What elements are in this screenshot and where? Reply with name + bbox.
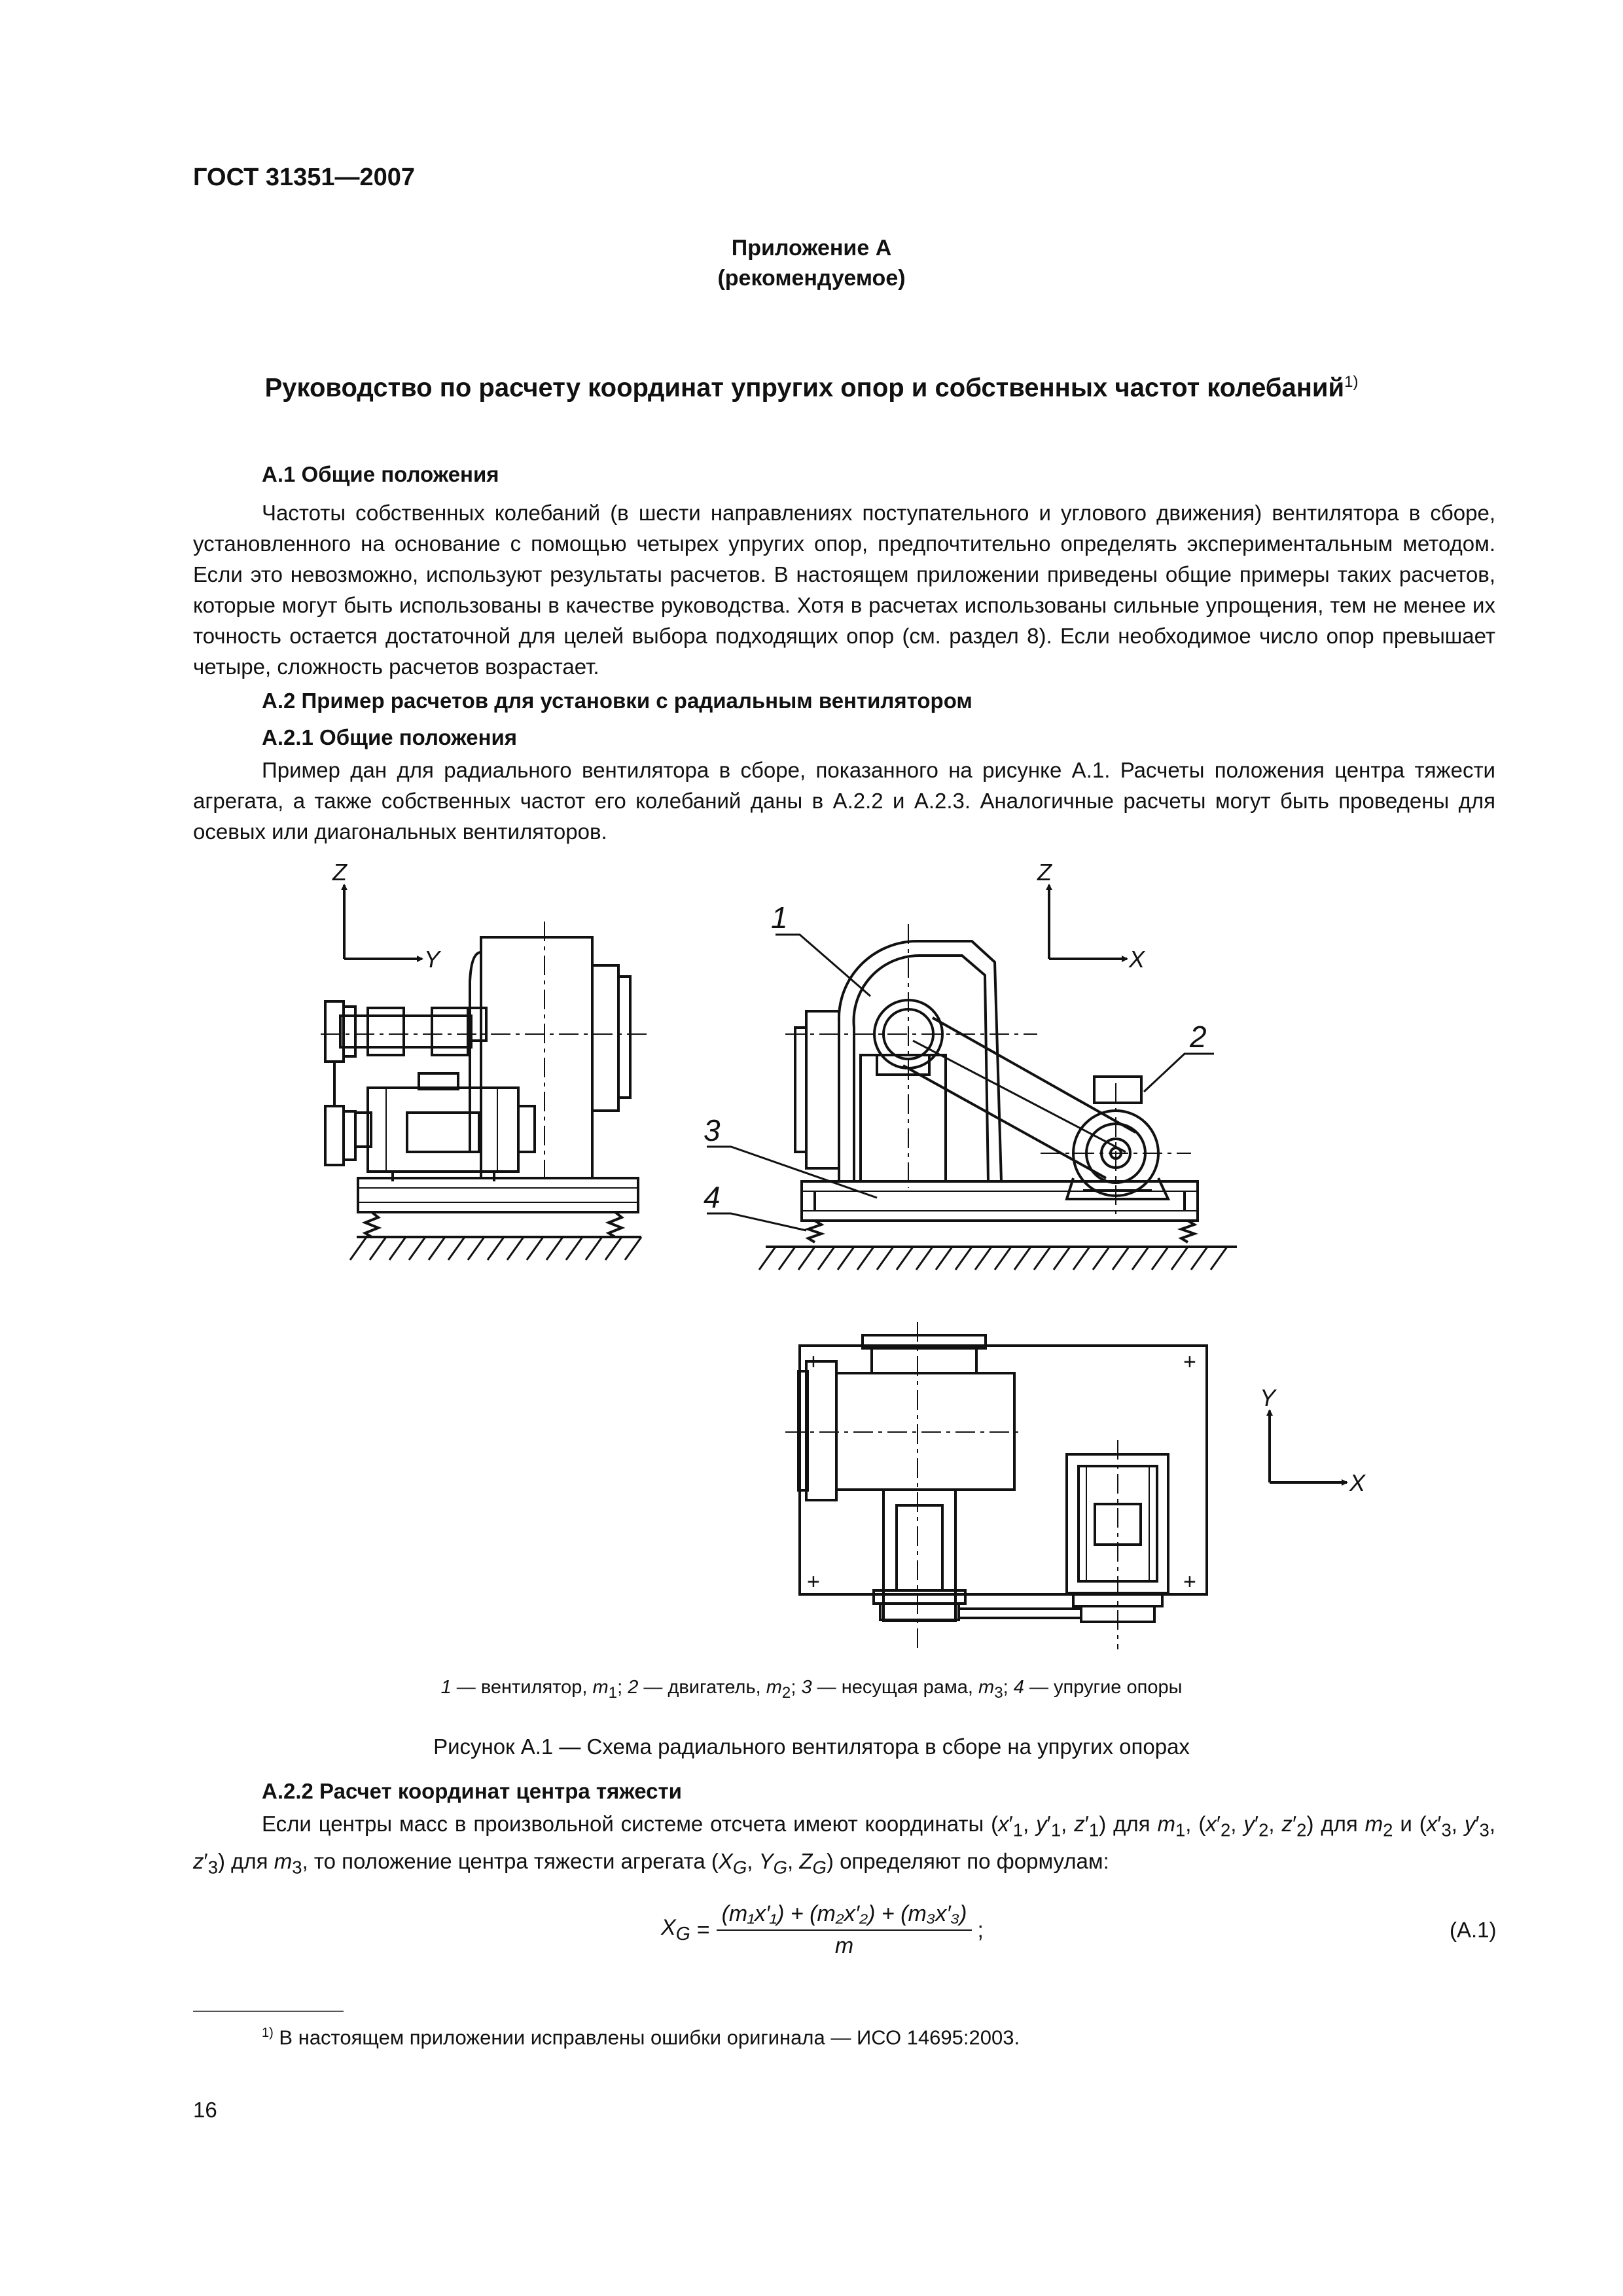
figure-a1 <box>0 844 1623 1662</box>
plus-mark-tr: + <box>1183 1350 1196 1374</box>
section-a22-text: Если центры масс в произвольной системе отсчета имеют координаты ($x'_1$, $y'_1$, $z'_1$) для $m_1$, ($x'_2$, $y'_2$, $z'_2$) для $m_2$ и ($x'_3$, $y'_3$, $z'_3$) для $m_3$, то положение центра тяжести агрегата ($X_G$, $Y_G$, $Z_G$) определяют по формулам: <box>193 1812 1495 1878</box>
plus-mark-bl: + <box>807 1570 820 1594</box>
top-axis-y: Y <box>1260 1384 1276 1411</box>
formula-denominator: m <box>834 1933 854 1958</box>
page-number: 16 <box>193 2098 217 2122</box>
callout-4: 4 <box>704 1180 721 1214</box>
figure-caption: Рисунок А.1 — Схема радиального вентилятора в сборе на упругих опорах <box>433 1734 1190 1759</box>
section-a22-heading: А.2.2 Расчет координат центра тяжести <box>262 1779 682 1803</box>
figure-legend: 1 — вентилятор, $m_1$; 2 — двигатель, $m_2$; 3 — несущая рама, $m_3$; 4 — упругие опоры <box>440 1677 1183 1702</box>
section-a2-heading: А.2 Пример расчетов для установки с радиальным вентилятором <box>262 689 972 713</box>
top-view <box>785 1322 1366 1649</box>
callout-1: 1 <box>771 901 788 935</box>
side-axis-z: Z <box>332 859 347 886</box>
formula-a1: $X_G$ = $\frac{\text{(m₁x′₁) + (m₂x′₂) + (m₃x′₃)}}{m}$ ; <box>661 1901 984 1958</box>
appendix-label: Приложение А <box>731 236 892 260</box>
title-footnote-mark[interactable]: 1) <box>1344 373 1359 391</box>
front-axis-x: X <box>1129 946 1145 973</box>
callout-2: 2 <box>1190 1020 1207 1054</box>
side-view <box>321 859 648 1260</box>
standard-header: ГОСТ 31351—2007 <box>193 164 416 191</box>
appendix-status: (рекомендуемое) <box>717 266 906 291</box>
section-a21-text: Пример дан для радиального вентилятора в сборе, показанного на рисунке А.1. Расчеты положения центра тяжести агрегата, а также собственных частот его колебаний даны в А.2.2 и А.2.3. Аналогичные расчеты могут быть проведены для осевых или диагональных вентиляторов. <box>193 758 1495 844</box>
section-a21-heading: А.2.1 Общие положения <box>262 725 518 749</box>
footnote: $^{1)}$ В настоящем приложении исправлены ошибки оригинала — ИСО 14695:2003. <box>262 2026 1020 2049</box>
page-title: Руководство по расчету координат упругих опор и собственных частот колебаний$^{1)}$ <box>264 373 1359 403</box>
formula-numerator: (m₁x′₁) + (m₂x′₂) + (m₃x′₃) <box>717 1901 972 1931</box>
front-view <box>704 859 1237 1270</box>
plus-mark-tl: + <box>807 1350 820 1374</box>
side-axis-y: Y <box>424 946 440 973</box>
footnote-rule <box>193 2011 344 2012</box>
appendix-heading <box>0 233 1623 293</box>
section-a1-heading: А.1 Общие положения <box>262 462 499 486</box>
top-axis-x: X <box>1349 1469 1366 1496</box>
section-a1-text: Частоты собственных колебаний (в шести направлениях поступательного и углового движения) вентилятора в сборе, установленного на основание с помощью четырех упругих опор, предпочтительно определять экспериментальным методом. Если это невозможно, используют результаты расчетов. В настоящем приложении приведены общие примеры таких расчетов, которые могут быть использованы в качестве руководства. Хотя в расчетах использованы сильные упрощения, тем не менее их точность остается достаточной для целей выбора подходящих опор (см. раздел 8). Если необходимое число опор превышает четыре, сложность расчетов возрастает. <box>193 501 1495 679</box>
front-axis-z: Z <box>1037 859 1052 886</box>
formula-number: (А.1) <box>1450 1918 1497 1942</box>
plus-mark-br: + <box>1183 1570 1196 1594</box>
callout-3: 3 <box>704 1113 721 1147</box>
